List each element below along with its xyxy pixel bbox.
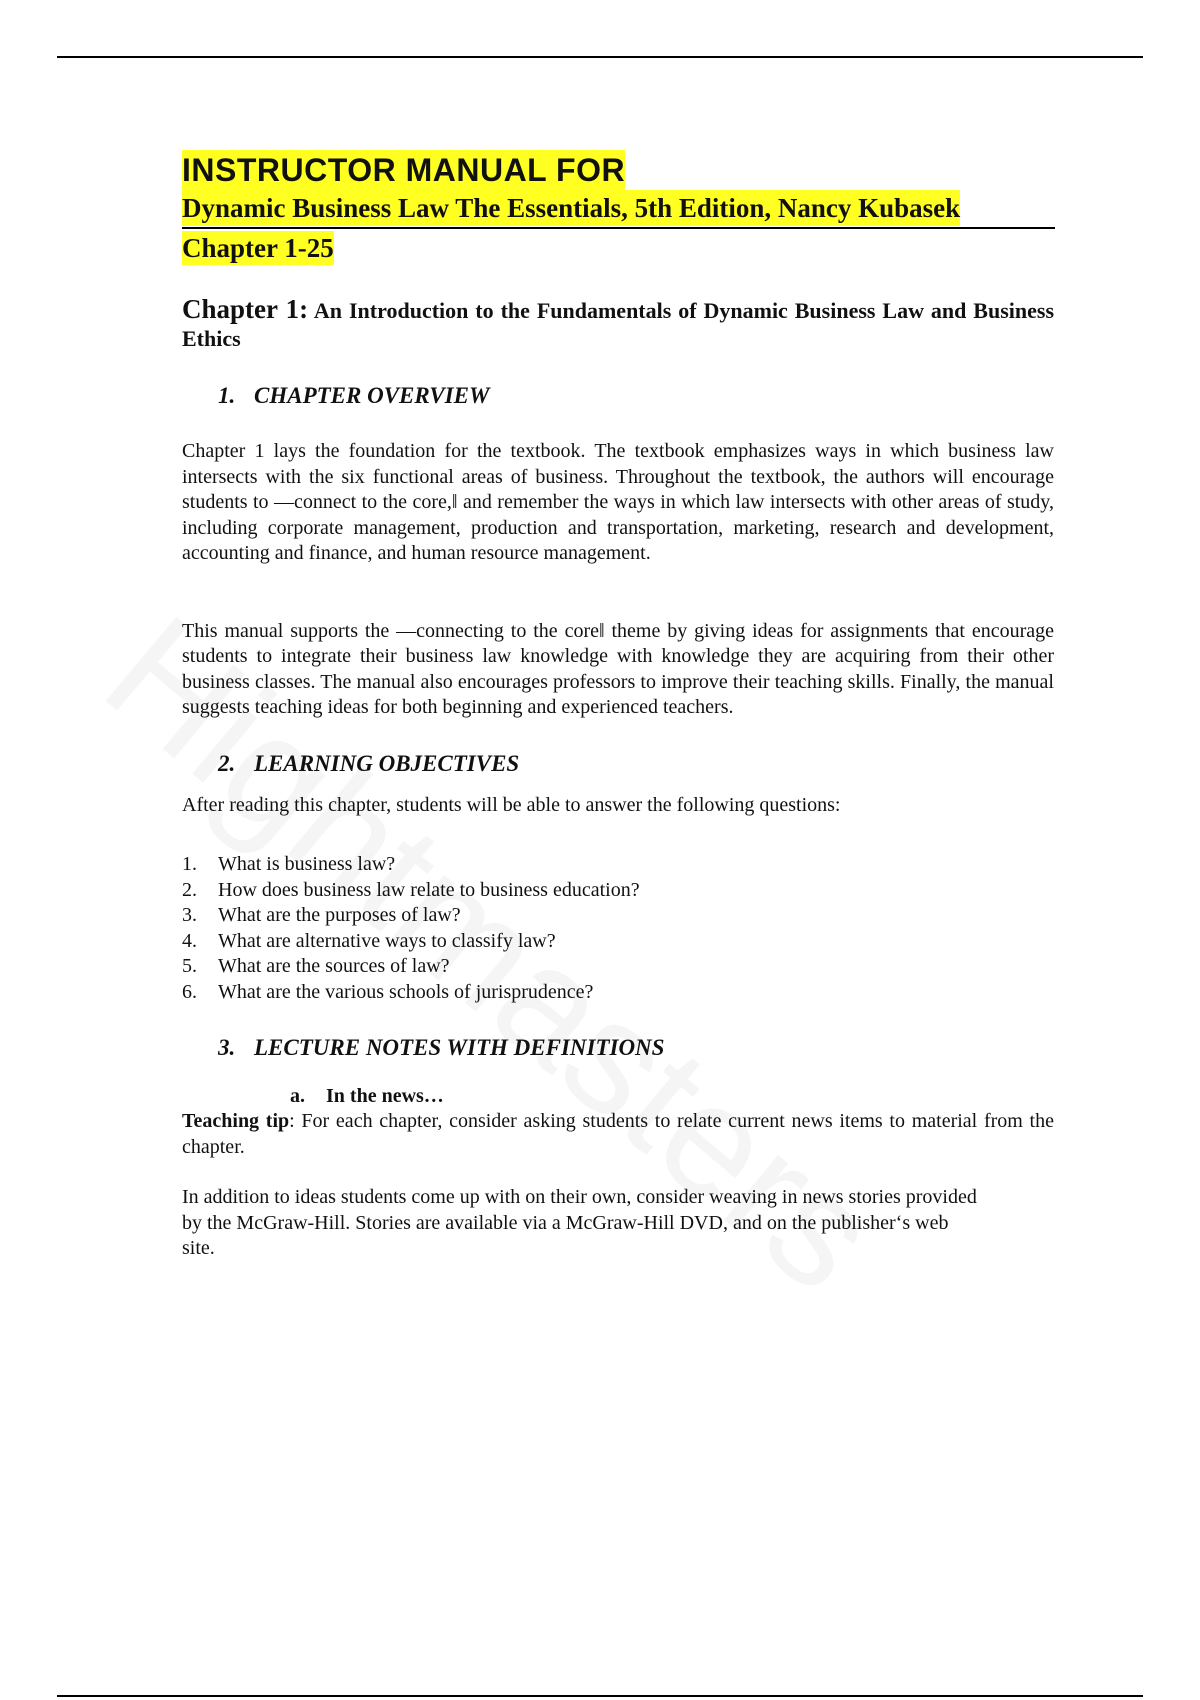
section-title: LEARNING OBJECTIVES xyxy=(254,750,520,776)
chapter-number: Chapter 1: xyxy=(182,294,309,324)
section-title: CHAPTER OVERVIEW xyxy=(254,383,490,408)
chapter-heading xyxy=(182,295,1054,353)
list-item xyxy=(182,929,1054,955)
list-number: 2. xyxy=(182,878,197,901)
section-title: LECTURE NOTES WITH DEFINITIONS xyxy=(254,1035,665,1060)
chapter-range: Chapter 1-25 xyxy=(182,233,334,263)
subsection-letter: a. xyxy=(290,1085,305,1107)
chapter-title: An Introduction to the Fundamentals of Dynamic Business Law and Business Ethics xyxy=(182,298,1054,351)
overview-paragraph-2: This manual supports the —connecting to the core‖ theme by giving ideas for assignments that encourage students to integrate their business law knowledge with knowledge they are acquiring from their other business classes. The manual also encourages professors to improve their teaching skills. Finally, the manual suggests teaching ideas for both beginning and experienced teachers. xyxy=(182,619,1054,718)
list-text: What are the various schools of jurisprudence? xyxy=(218,980,594,1003)
subsection-title: In the news… xyxy=(326,1085,444,1107)
header-title: INSTRUCTOR MANUAL FOR xyxy=(182,152,626,188)
list-number: 6. xyxy=(182,980,197,1003)
top-rule xyxy=(57,56,1143,58)
section-heading-overview xyxy=(218,381,1054,411)
teaching-tip xyxy=(182,1109,1054,1160)
objectives-list xyxy=(182,852,1054,1005)
subsection-heading xyxy=(290,1083,1054,1109)
document-page xyxy=(182,150,1054,1262)
document-header xyxy=(182,150,1054,265)
section-heading-lecture xyxy=(218,1033,1054,1063)
list-number: 1. xyxy=(182,853,197,875)
list-text: What is business law? xyxy=(218,853,396,875)
objectives-intro: After reading this chapter, students will be able to answer the following questions: xyxy=(182,793,841,816)
bottom-rule xyxy=(57,1695,1143,1697)
list-number: 5. xyxy=(182,955,197,977)
list-text: What are alternative ways to classify law? xyxy=(218,929,556,952)
list-item xyxy=(182,878,1054,904)
list-text: What are the sources of law? xyxy=(218,955,450,977)
list-item xyxy=(182,980,1054,1006)
list-item xyxy=(182,903,1054,929)
section-heading-objectives xyxy=(218,749,1054,779)
list-number: 4. xyxy=(182,929,197,952)
list-number: 3. xyxy=(182,904,197,926)
section-number: 2. xyxy=(218,750,236,776)
overview-paragraph-1: Chapter 1 lays the foundation for the textbook. The textbook emphasizes ways in which business law intersects with the six functional areas of business. Throughout the textbook, the authors will encourage students to —connect to the core,‖ and remember the ways in which law intersects with other areas of study, including corporate management, production and transportation, marketing, research and development, accounting and finance, and human resource management. xyxy=(182,440,1054,564)
list-text: How does business law relate to business education? xyxy=(218,878,640,901)
news-paragraph: In addition to ideas students come up with on their own, consider weaving in news stories provided by the McGraw-Hill. Stories are available via a McGraw-Hill DVD, and on the publisher‘s web site. xyxy=(182,1186,977,1259)
teaching-tip-label: Teaching tip xyxy=(182,1110,290,1132)
teaching-tip-text: : For each chapter, consider asking students to relate current news items to material from the chapter. xyxy=(182,1110,1054,1158)
section-number: 3. xyxy=(218,1035,236,1060)
list-item xyxy=(182,852,1054,878)
list-text: What are the purposes of law? xyxy=(218,904,461,926)
section-number: 1. xyxy=(218,383,236,408)
list-item xyxy=(182,954,1054,980)
title-underline xyxy=(182,227,1055,229)
book-title: Dynamic Business Law The Essentials, 5th Edition, Nancy Kubasek xyxy=(182,190,960,226)
